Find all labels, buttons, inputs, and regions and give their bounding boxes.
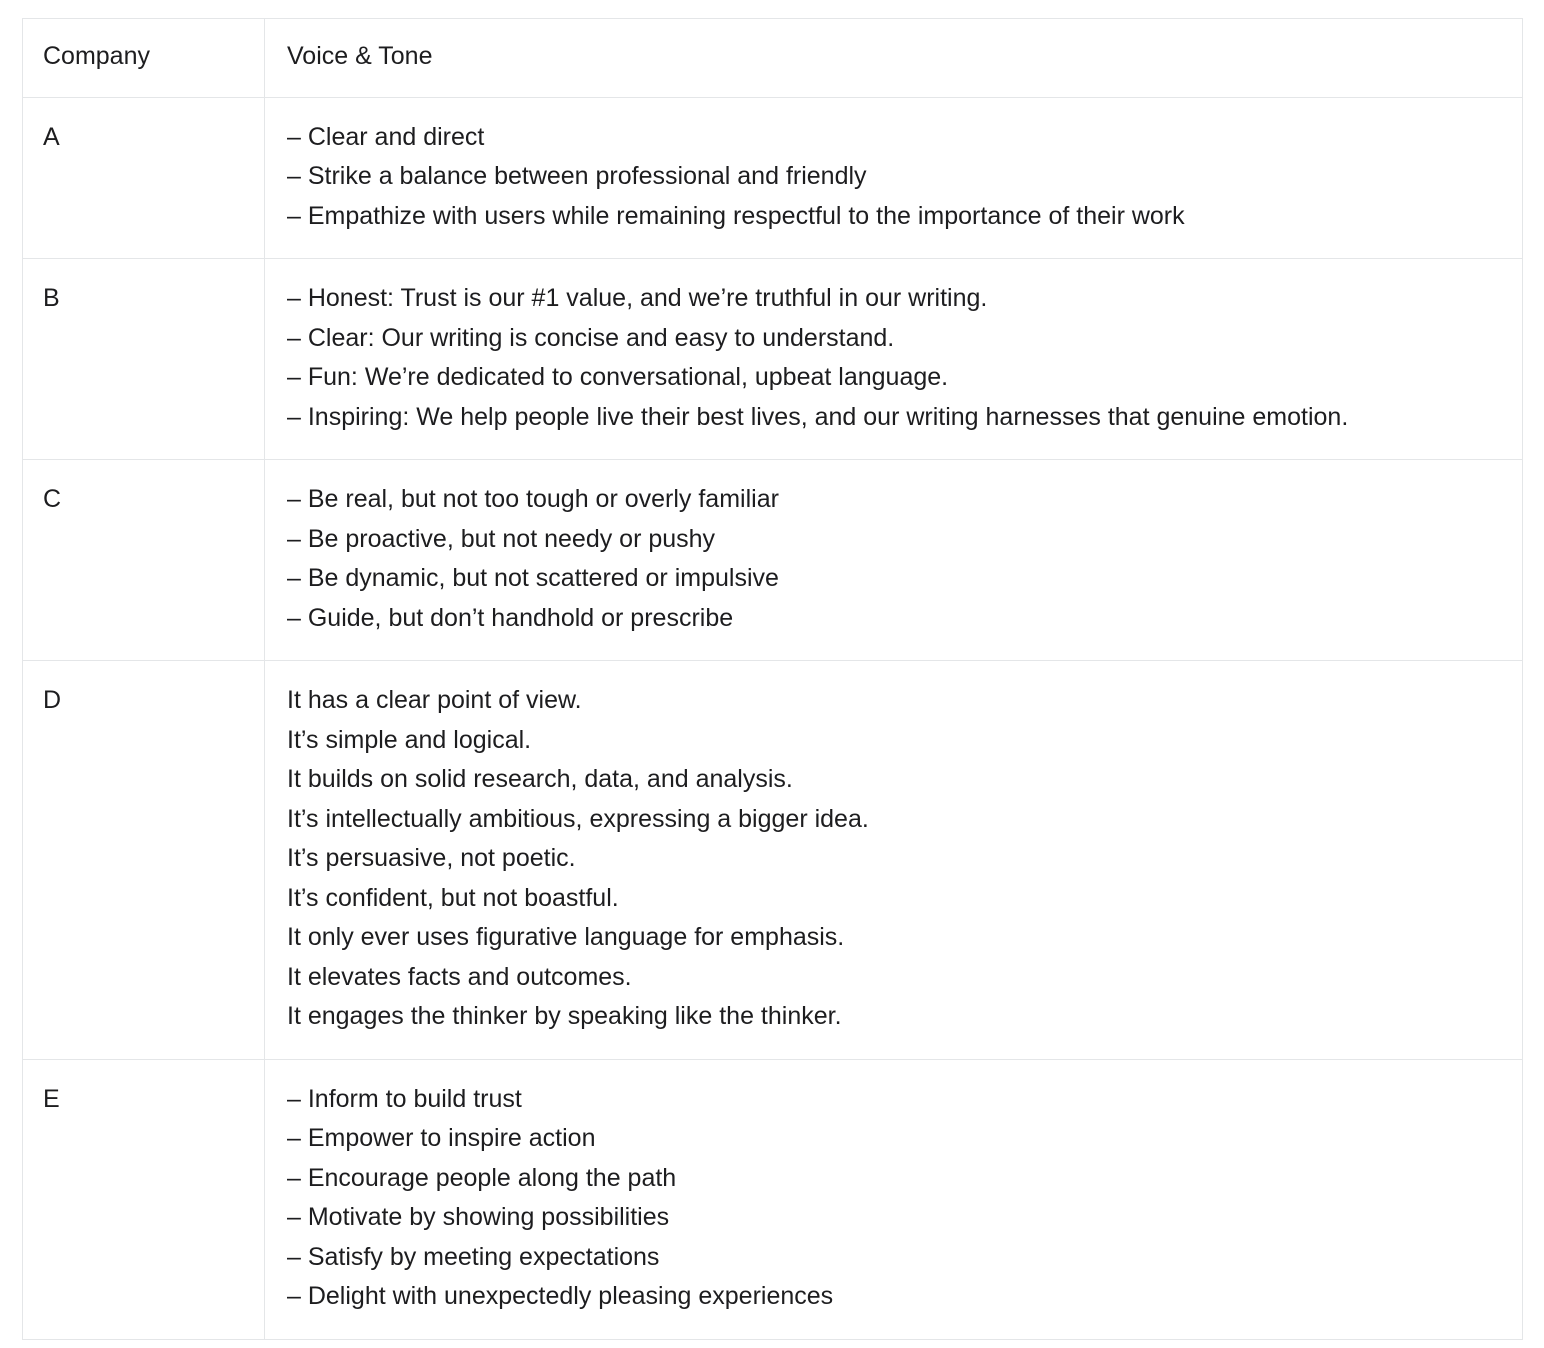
- voice-and-tone-table: [22, 18, 1523, 1340]
- cell-voice-tone: [265, 661, 1523, 1060]
- voice-tone-line: It’s persuasive, not poetic.: [287, 844, 576, 872]
- voice-tone-line: It only ever uses figurative language for emphasis.: [287, 923, 845, 951]
- company-label: D: [43, 686, 62, 714]
- table-header-row: [23, 19, 1523, 98]
- company-label: C: [43, 485, 62, 513]
- cell-company: [23, 259, 265, 460]
- column-header-company: Company: [23, 19, 265, 98]
- voice-tone-line: – Empower to inspire action: [287, 1124, 596, 1152]
- table-row: [23, 460, 1523, 661]
- voice-tone-line: – Clear: Our writing is concise and easy to understand.: [287, 323, 895, 352]
- voice-tone-line: – Be real, but not too tough or overly familiar: [287, 485, 779, 513]
- column-header-voice-tone: Voice & Tone: [265, 19, 1523, 98]
- voice-tone-line: – Empathize with users while remaining respectful to the importance of their work: [287, 201, 1185, 230]
- voice-tone-line: – Delight with unexpectedly pleasing experiences: [287, 1282, 834, 1310]
- voice-tone-line: It’s intellectually ambitious, expressing a bigger idea.: [287, 804, 869, 833]
- table-row: [23, 97, 1523, 259]
- voice-tone-line: It has a clear point of view.: [287, 686, 582, 714]
- cell-voice-tone: [265, 1059, 1523, 1339]
- cell-voice-tone: [265, 97, 1523, 259]
- voice-tone-line: – Strike a balance between professional and friendly: [287, 162, 867, 190]
- voice-tone-line: – Be proactive, but not needy or pushy: [287, 524, 716, 553]
- cell-voice-tone: [265, 460, 1523, 661]
- voice-tone-line: It engages the thinker by speaking like the thinker.: [287, 1002, 842, 1030]
- table-header: [23, 19, 1523, 98]
- company-label: B: [43, 284, 60, 312]
- voice-tone-line: – Be dynamic, but not scattered or impulsive: [287, 564, 779, 592]
- voice-tone-line: – Honest: Trust is our #1 value, and we’re truthful in our writing.: [287, 284, 988, 312]
- voice-tone-line: – Satisfy by meeting expectations: [287, 1242, 660, 1271]
- voice-tone-line: It’s confident, but not boastful.: [287, 883, 619, 912]
- cell-company: [23, 97, 265, 259]
- cell-voice-tone: [265, 259, 1523, 460]
- cell-company: [23, 460, 265, 661]
- voice-tone-line: – Guide, but don’t handhold or prescribe: [287, 603, 734, 632]
- table-row: [23, 1059, 1523, 1339]
- voice-tone-line: – Inform to build trust: [287, 1084, 522, 1113]
- table-row: [23, 661, 1523, 1060]
- company-label: A: [43, 122, 60, 151]
- table-body: [23, 97, 1523, 1339]
- voice-tone-line: – Fun: We’re dedicated to conversational, upbeat language.: [287, 363, 949, 391]
- company-label: E: [43, 1084, 60, 1113]
- cell-company: [23, 661, 265, 1060]
- voice-tone-line: It’s simple and logical.: [287, 725, 532, 754]
- voice-tone-line: – Encourage people along the path: [287, 1163, 677, 1192]
- voice-tone-line: It elevates facts and outcomes.: [287, 962, 632, 991]
- voice-tone-line: – Inspiring: We help people live their best lives, and our writing harnesses that genuine emotion.: [287, 402, 1349, 431]
- voice-tone-line: – Clear and direct: [287, 122, 485, 151]
- table-row: [23, 259, 1523, 460]
- voice-tone-line: It builds on solid research, data, and analysis.: [287, 765, 793, 793]
- cell-company: [23, 1059, 265, 1339]
- voice-tone-line: – Motivate by showing possibilities: [287, 1203, 670, 1231]
